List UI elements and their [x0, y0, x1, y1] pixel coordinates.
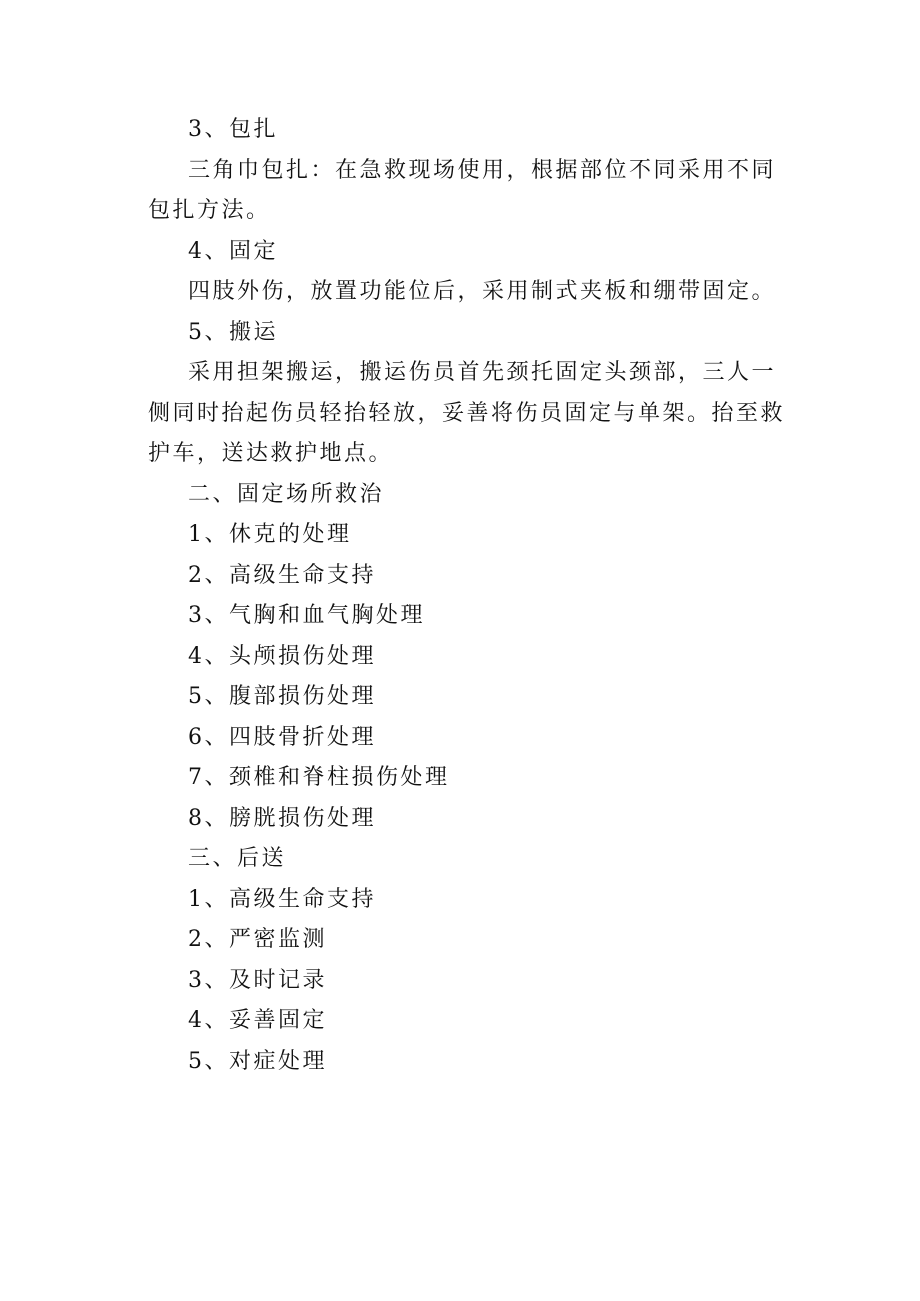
section-heading-fixation: 4、固定	[188, 238, 278, 264]
section-heading-bandage: 3、包扎	[188, 117, 278, 142]
section-heading-evacuation: 三、后送	[188, 846, 287, 871]
list-item: 5、对症处理	[188, 1048, 327, 1074]
list-item: 7、颈椎和脊柱损伤处理	[188, 765, 450, 790]
paragraph-bandage: 三角巾包扎：在急救现场使用，根据部位不同采用不同包扎方法。	[148, 157, 777, 223]
section-heading-fixed-site: 二、固定场所救治	[188, 481, 385, 507]
paragraph-fixation: 四肢外伤，放置功能位后，采用制式夹板和绷带固定。	[188, 279, 777, 304]
list-item: 1、高级生命支持	[188, 886, 376, 912]
section-heading-transport: 5、搬运	[188, 319, 278, 345]
list-item: 4、头颅损伤处理	[188, 643, 376, 669]
list-item: 2、高级生命支持	[188, 562, 376, 588]
list-item: 2、严密监测	[188, 927, 327, 952]
document-body	[148, 110, 788, 1082]
list-item: 3、及时记录	[188, 967, 327, 993]
paragraph-transport: 采用担架搬运，搬运伤员首先颈托固定头颈部，三人一侧同时抬起伤员轻抬轻放，妥善将伤员固定与单架。抬至救护车，送达救护地点。	[148, 360, 786, 466]
list-item: 8、膀胱损伤处理	[188, 805, 376, 831]
list-item: 6、四肢骨折处理	[188, 724, 376, 750]
list-item: 3、气胸和血气胸处理	[188, 603, 425, 628]
list-item: 1、休克的处理	[188, 522, 352, 547]
list-item: 5、腹部损伤处理	[188, 684, 376, 709]
list-item: 4、妥善固定	[188, 1008, 327, 1033]
